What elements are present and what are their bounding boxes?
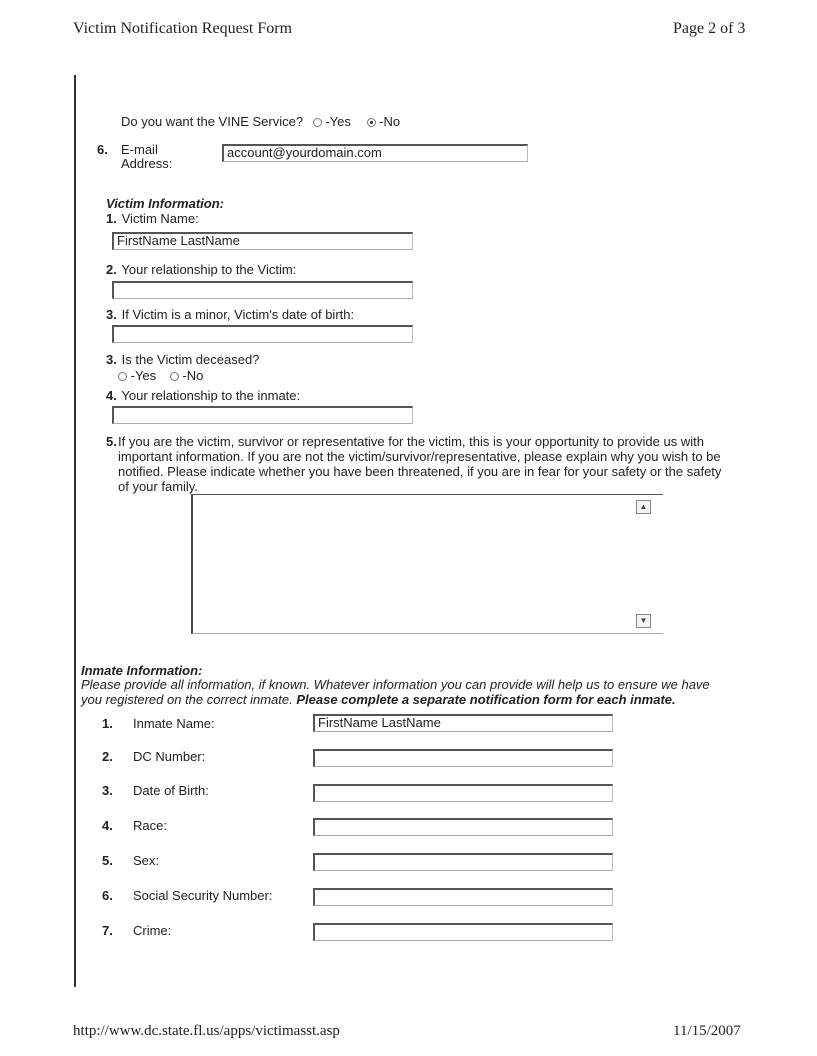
victim-q2-row (106, 262, 296, 277)
crime-input[interactable] (313, 923, 613, 941)
victim-relationship-label: Your relationship to the Victim: (121, 262, 297, 277)
victim-statement-textarea[interactable] (191, 494, 663, 634)
victim-dob-input[interactable] (112, 325, 413, 343)
inmate-field-3-number: 3. (102, 783, 113, 798)
victim-deceased-yes-radio[interactable] (118, 372, 127, 381)
vine-no-label: -No (379, 114, 401, 129)
page-number: Page 2 of 3 (673, 20, 746, 37)
email-input[interactable]: account@yourdomain.com (222, 144, 528, 162)
inmate-intro (81, 677, 781, 707)
victim-q3b-number: 3. (106, 352, 117, 367)
email-label-line1: E-mail (121, 142, 158, 157)
victim-q3b-row (106, 352, 259, 367)
inmate-intro-line1: Please provide all information, if known. Whatever information you can provide will help us to ensure we have (81, 677, 710, 692)
vine-yes-label: -Yes (325, 114, 351, 129)
left-margin-rule (74, 75, 76, 987)
inmate-relationship-input[interactable] (112, 406, 413, 424)
inmate-field-4-number: 4. (102, 818, 113, 833)
inmate-field-2-number: 2. (102, 749, 113, 764)
vine-question-row (121, 114, 400, 129)
victim-q5-block (106, 434, 746, 494)
inmate-intro-emphasis: Please complete a separate notification form for each inmate. (296, 692, 676, 707)
victim-q5-line1: If you are the victim, survivor or representative for the victim, this is your opportunity to provide us with (118, 434, 704, 449)
inmate-dob-input[interactable] (313, 784, 613, 802)
ssn-label: Social Security Number: (133, 888, 273, 903)
inmate-relationship-label: Your relationship to the inmate: (121, 388, 301, 403)
victim-deceased-no-label: -No (182, 368, 204, 383)
inmate-dob-label: Date of Birth: (133, 783, 209, 798)
victim-q2-number: 2. (106, 262, 117, 277)
victim-deceased-options (118, 368, 203, 383)
victim-dob-label: If Victim is a minor, Victim's date of birth: (121, 307, 355, 322)
victim-q5-line2: important information. If you are not the victim/survivor/representative, please explain why you wish to be (118, 449, 721, 464)
crime-label: Crime: (133, 923, 172, 938)
victim-deceased-yes-label: -Yes (130, 368, 157, 383)
footer-url: http://www.dc.state.fl.us/apps/victimasst.asp (73, 1023, 340, 1039)
inmate-name-label: Inmate Name: (133, 716, 215, 731)
inmate-field-7-number: 7. (102, 923, 113, 938)
victim-section-title: Victim Information: (106, 196, 224, 211)
vine-question: Do you want the VINE Service? (121, 114, 304, 129)
race-label: Race: (133, 818, 167, 833)
victim-name-input[interactable]: FirstName LastName (112, 232, 413, 250)
victim-deceased-no-radio[interactable] (170, 372, 179, 381)
victim-q3-row (106, 307, 354, 322)
scroll-up-arrow-icon[interactable]: ▲ (636, 500, 651, 514)
email-number: 6. (97, 142, 108, 157)
footer-date: 11/15/2007 (673, 1023, 741, 1039)
form-title: Victim Notification Request Form (73, 20, 293, 37)
inmate-field-1-number: 1. (102, 716, 113, 731)
victim-q5-line4: of your family. (118, 479, 198, 494)
race-input[interactable] (313, 818, 613, 836)
sex-label: Sex: (133, 853, 160, 868)
victim-q1-row (106, 211, 199, 226)
sex-input[interactable] (313, 853, 613, 871)
victim-relationship-input[interactable] (112, 281, 413, 299)
ssn-input[interactable] (313, 888, 613, 906)
victim-q5-number: 5. (106, 434, 117, 449)
victim-q4-number: 4. (106, 388, 117, 403)
victim-name-label: Victim Name: (121, 211, 199, 226)
inmate-field-6-number: 6. (102, 888, 113, 903)
victim-deceased-label: Is the Victim deceased? (121, 352, 260, 367)
inmate-intro-line2: you registered on the correct inmate. (81, 692, 297, 707)
inmate-name-input[interactable]: FirstName LastName (313, 714, 613, 732)
dc-number-label: DC Number: (133, 749, 206, 764)
victim-q1-number: 1. (106, 211, 117, 226)
scroll-down-arrow-icon[interactable]: ▼ (636, 614, 651, 628)
dc-number-input[interactable] (313, 749, 613, 767)
victim-q3-number: 3. (106, 307, 117, 322)
victim-q4-row (106, 388, 300, 403)
inmate-field-5-number: 5. (102, 853, 113, 868)
victim-q5-line3: notified. Please indicate whether you have been threatened, if you are in fear for your safety or the safety (118, 464, 722, 479)
email-label-line2: Address: (121, 156, 173, 171)
vine-no-radio[interactable] (367, 118, 376, 127)
vine-yes-radio[interactable] (313, 118, 322, 127)
inmate-section-title: Inmate Information: (81, 663, 203, 678)
